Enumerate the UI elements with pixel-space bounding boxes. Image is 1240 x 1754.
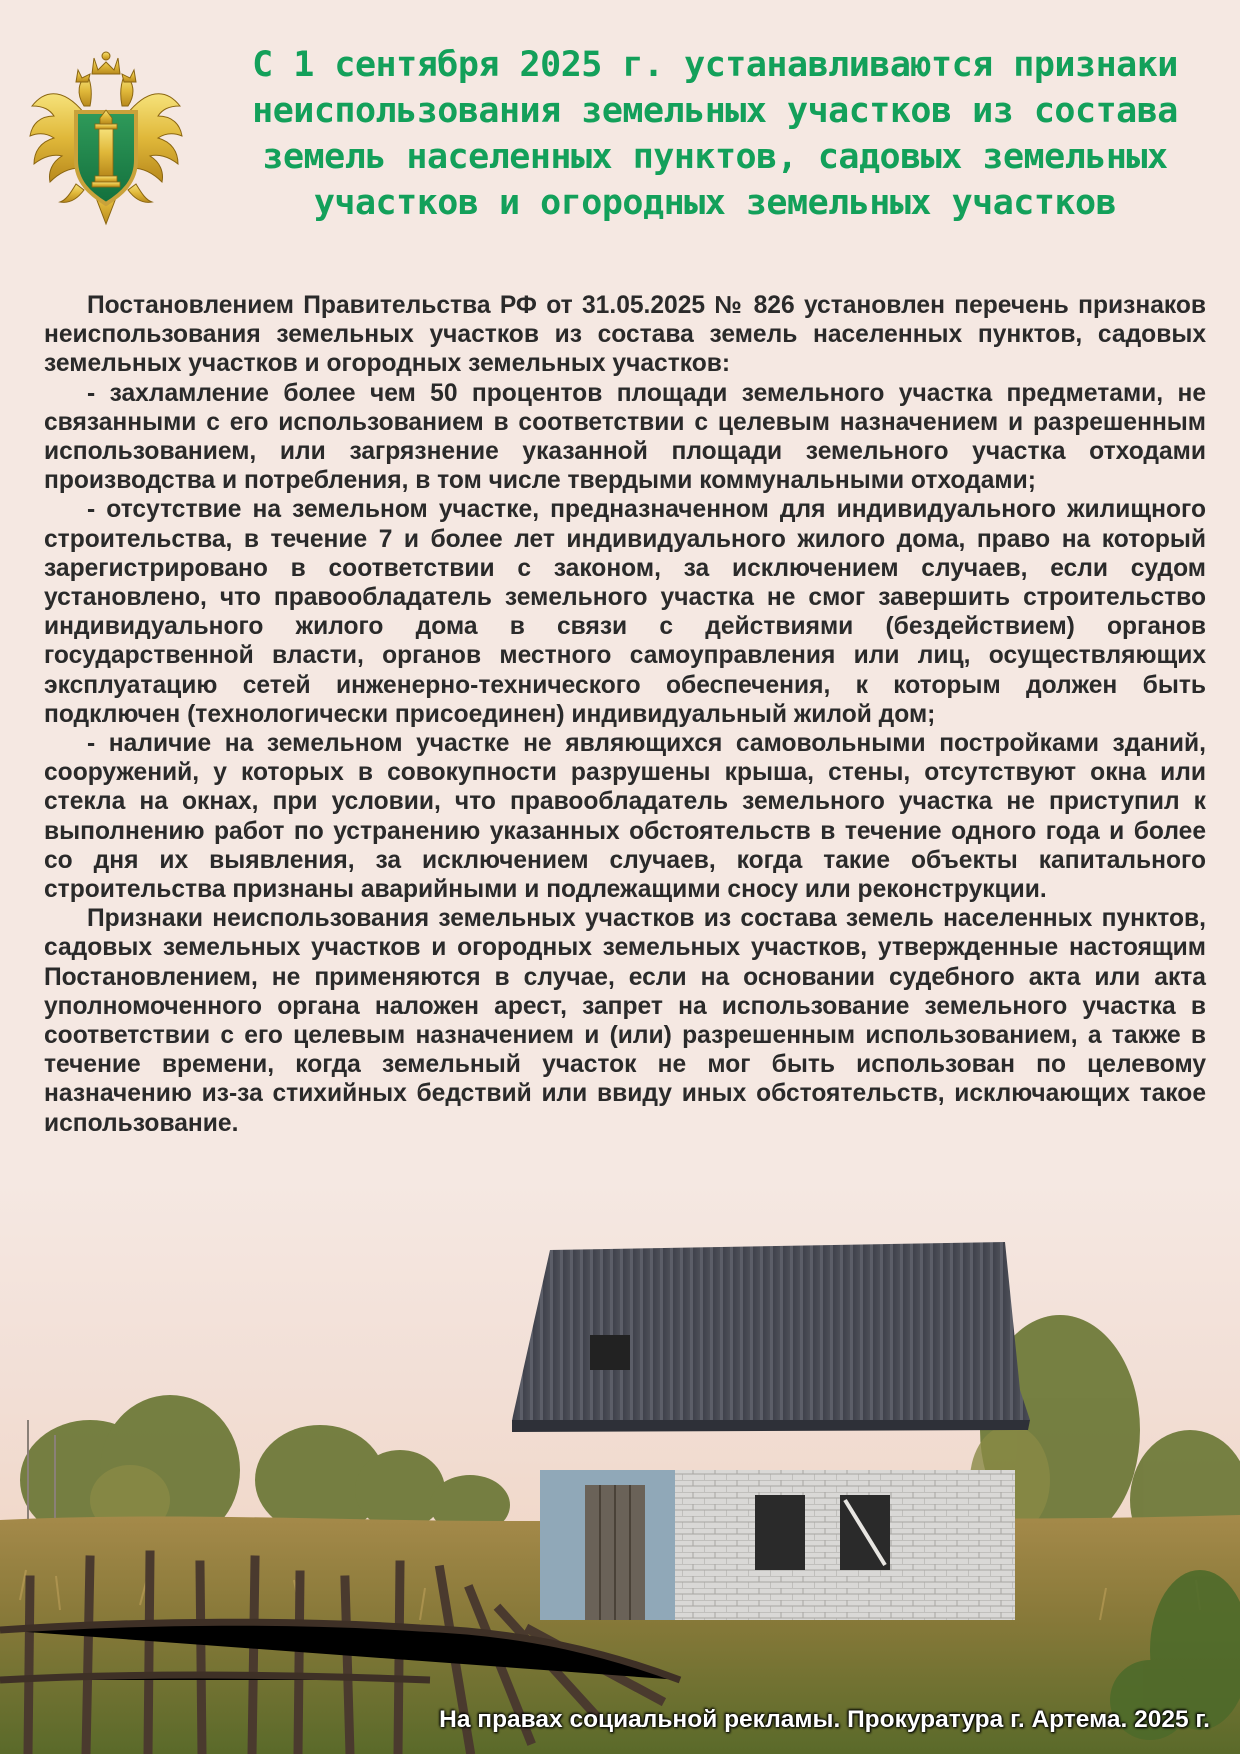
paragraph-intro: Постановлением Правительства РФ от 31.05.2025 № 826 установлен перечень признаков неиспользования земельных участков из состава земель населенных пунктов, садовых земельных участков и огородных земельных участков:	[44, 292, 1206, 378]
title-line: земель населенных пунктов, садовых земельных	[262, 137, 1168, 177]
title-line: неиспользования земельных участков из состава	[252, 91, 1178, 131]
title-line: участков и огородных земельных участков	[313, 183, 1117, 223]
abandoned-house-photo-icon	[0, 1180, 1240, 1754]
prosecutor-emblem-icon	[26, 48, 186, 234]
body-text	[44, 291, 1206, 1138]
paragraph-item-ruined-buildings: - наличие на земельном участке не являющихся самовольными постройками зданий, сооружений, у которых в совокупности разрушены крыша, стены, отсутствуют окна или стекла на окнах, при условии, что правообладатель земельного участка не приступил к выполнению работ по устранению указанных обстоятельств в течение одного года и более со дня их выявления, за исключением случаев, когда такие объекты капитального строительства признаны аварийными и подлежащими сносу или реконструкции.	[44, 730, 1206, 904]
poster-title	[205, 42, 1225, 226]
paragraph-item-no-house: - отсутствие на земельном участке, предназначенном для индивидуального жилищного строительства, в течение 7 и более лет индивидуального жилого дома, право на который зарегистрировано в соответствии с законом, за исключением случаев, если судом установлено, что правообладатель земельного участка не смог завершить строительство индивидуального жилого дома в связи с действиями (бездействием) органов государственной власти, органов местного самоуправления или лиц, осуществляющих эксплуатацию сетей инженерно-технического обеспечения, к которым должен быть подключен (технологически присоединен) индивидуальный жилой дом;	[44, 496, 1206, 728]
paragraph-exceptions: Признаки неиспользования земельных участков из состава земель населенных пунктов, садовых земельных участков и огородных земельных участков, утвержденные настоящим Постановлением, не применяются в случае, если на основании судебного акта или акта уполномоченного органа наложен арест, запрет на использование земельного участка в соответствии с его целевым назначением и (или) разрешенным использованием, а также в течение времени, когда земельный участок не мог быть использован по целевому назначению из-за стихийных бедствий или ввиду иных обстоятельств, исключающих такое использование.	[44, 905, 1206, 1137]
paragraph-item-clutter: - захламление более чем 50 процентов площади земельного участка предметами, не связанными с его использованием в соответствии с целевым назначением и разрешенным использованием, или загрязнение указанной площади земельного участка отходами производства и потребления, в том числе твердыми коммунальными отходами;	[44, 379, 1206, 495]
footer-credit: На правах социальной рекламы. Прокуратура г. Артема. 2025 г.	[439, 1706, 1210, 1733]
title-line: С 1 сентября 2025 г. устанавливаются признаки	[252, 45, 1178, 85]
